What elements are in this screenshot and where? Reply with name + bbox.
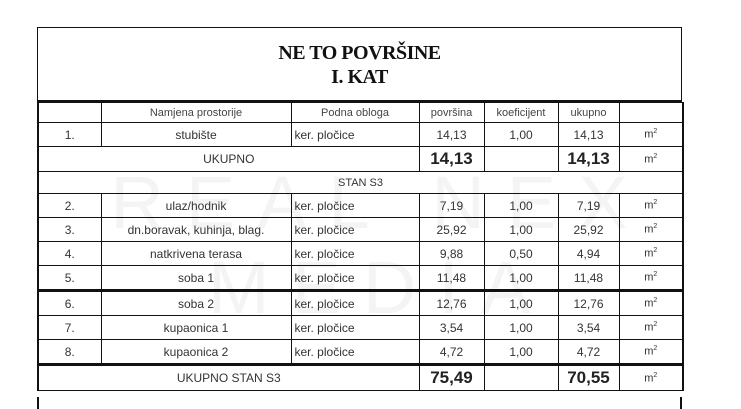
- col-header-no: [38, 103, 101, 123]
- subtotal-label: UKUPNO: [38, 147, 419, 172]
- unit-label: $m^2$: [619, 147, 683, 172]
- area-value: 12,76: [419, 291, 484, 316]
- room-name: soba 2: [101, 291, 291, 316]
- area-table: [37, 102, 684, 391]
- total-value: 7,19: [558, 194, 619, 218]
- total-value: 14,13: [558, 123, 619, 147]
- room-name: ulaz/hodnik: [101, 194, 291, 218]
- col-header-area: površina: [419, 103, 484, 123]
- area-value: 25,92: [419, 218, 484, 242]
- col-header-coefficient: koeficijent: [484, 103, 558, 123]
- coefficient-value: 1,00: [484, 266, 558, 291]
- coefficient-value: 1,00: [484, 194, 558, 218]
- flooring: ker. pločice: [291, 194, 419, 218]
- col-header-flooring: Podna obloga: [291, 103, 419, 123]
- room-name: kupaonica 1: [101, 316, 291, 340]
- table-row: [38, 266, 683, 291]
- subtotal-label: UKUPNO STAN S3: [38, 365, 419, 391]
- row-number: 2.: [38, 194, 101, 218]
- coefficient-value: 1,00: [484, 340, 558, 365]
- row-number: 5.: [38, 266, 101, 291]
- flooring: ker. pločice: [291, 291, 419, 316]
- section-header: STAN S3: [38, 172, 683, 194]
- unit-label: $m^2$: [619, 340, 683, 365]
- coefficient-value: 1,00: [484, 123, 558, 147]
- table-row: [38, 242, 683, 266]
- area-value: 4,72: [419, 340, 484, 365]
- row-number: 6.: [38, 291, 101, 316]
- total-value: 11,48: [558, 266, 619, 291]
- coefficient-value: 1,00: [484, 218, 558, 242]
- table-row: [38, 340, 683, 365]
- subtotal-total: 70,55: [558, 365, 619, 391]
- column-header-row: [38, 103, 683, 123]
- total-value: 25,92: [558, 218, 619, 242]
- section-header-row: [38, 172, 683, 194]
- row-number: 4.: [38, 242, 101, 266]
- unit-label: $m^2$: [619, 365, 683, 391]
- table-row: [38, 123, 683, 147]
- table-title: [37, 27, 682, 103]
- unit-label: $m^2$: [619, 266, 683, 291]
- subtotal-area: 75,49: [419, 365, 484, 391]
- title-line-2: I. KAT: [331, 66, 388, 88]
- coefficient-value: 1,00: [484, 316, 558, 340]
- total-value: 12,76: [558, 291, 619, 316]
- row-number: 7.: [38, 316, 101, 340]
- row-number: 8.: [38, 340, 101, 365]
- subtotal-row: [38, 147, 683, 172]
- room-name: natkrivena terasa: [101, 242, 291, 266]
- flooring: ker. pločice: [291, 266, 419, 291]
- unit-label: $m^2$: [619, 123, 683, 147]
- area-value: 11,48: [419, 266, 484, 291]
- subtotal-total: 14,13: [558, 147, 619, 172]
- unit-label: $m^2$: [619, 242, 683, 266]
- subtotal-coef-empty: [484, 147, 558, 172]
- area-value: 3,54: [419, 316, 484, 340]
- unit-label: $m^2$: [619, 218, 683, 242]
- table-row: [38, 291, 683, 316]
- area-value: 14,13: [419, 123, 484, 147]
- subtotal-row: [38, 365, 683, 391]
- unit-label: $m^2$: [619, 194, 683, 218]
- col-header-total: ukupno: [558, 103, 619, 123]
- room-name: dn.boravak, kuhinja, blag.: [101, 218, 291, 242]
- unit-label: $m^2$: [619, 291, 683, 316]
- area-value: 7,19: [419, 194, 484, 218]
- area-value: 9,88: [419, 242, 484, 266]
- table-row: [38, 194, 683, 218]
- col-header-unit: [619, 103, 683, 123]
- unit-label: $m^2$: [619, 316, 683, 340]
- flooring: ker. pločice: [291, 123, 419, 147]
- subtotal-coef-empty: [484, 365, 558, 391]
- flooring: ker. pločice: [291, 218, 419, 242]
- room-name: stubište: [101, 123, 291, 147]
- coefficient-value: 0,50: [484, 242, 558, 266]
- coefficient-value: 1,00: [484, 291, 558, 316]
- next-section-partial-row: [37, 397, 682, 409]
- subtotal-area: 14,13: [419, 147, 484, 172]
- room-name: soba 1: [101, 266, 291, 291]
- total-value: 4,94: [558, 242, 619, 266]
- table-row: [38, 218, 683, 242]
- total-value: 3,54: [558, 316, 619, 340]
- flooring: ker. pločice: [291, 316, 419, 340]
- flooring: ker. pločice: [291, 242, 419, 266]
- row-number: 3.: [38, 218, 101, 242]
- col-header-purpose: Namjena prostorije: [101, 103, 291, 123]
- room-name: kupaonica 2: [101, 340, 291, 365]
- flooring: ker. pločice: [291, 340, 419, 365]
- table-row: [38, 316, 683, 340]
- title-line-1: NE TO POVRŠINE: [278, 42, 441, 64]
- row-number: 1.: [38, 123, 101, 147]
- total-value: 4,72: [558, 340, 619, 365]
